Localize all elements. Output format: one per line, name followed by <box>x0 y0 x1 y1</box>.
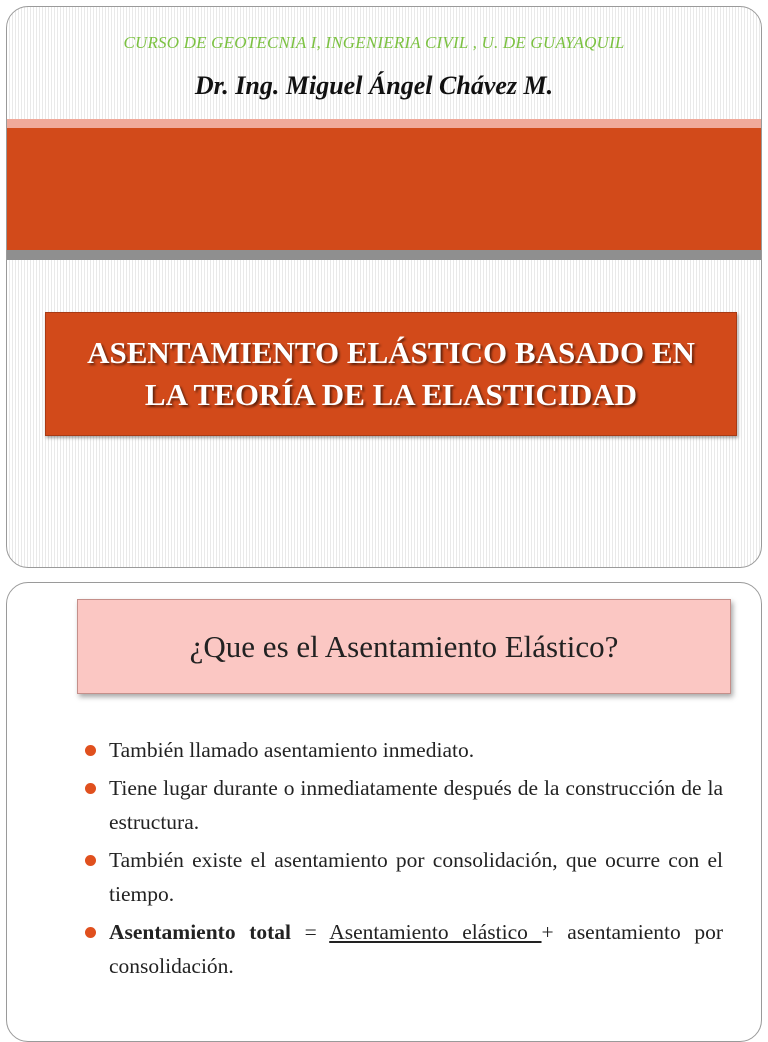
slide-title-box <box>45 312 737 436</box>
formula-equals: = <box>291 920 330 944</box>
formula-rest: + asentamiento por consolidación. <box>109 920 723 978</box>
bullet-text: También existe el asentamiento por consolidación, que ocurre con el tiempo. <box>109 848 723 906</box>
list-item <box>83 771 723 839</box>
decorative-band-grey <box>7 250 761 260</box>
bullet-text: También llamado asentamiento inmediato. <box>109 738 475 762</box>
author-name: Dr. Ing. Miguel Ángel Chávez M. <box>194 71 554 100</box>
course-header: CURSO DE GEOTECNIA I, INGENIERIA CIVIL , U. DE GUAYAQUIL <box>123 33 625 52</box>
formula-bold: Asentamiento total <box>109 920 292 944</box>
bullet-icon <box>85 855 96 866</box>
list-item <box>83 733 723 767</box>
decorative-band-light <box>7 119 761 128</box>
decorative-band-main <box>7 128 761 250</box>
slide-title-line-2: LA TEORÍA DE LA ELASTICIDAD <box>144 377 638 412</box>
list-item <box>83 843 723 911</box>
formula-underlined: Asentamiento elástico <box>329 920 542 944</box>
slide-title <box>77 332 705 416</box>
content-slide <box>6 582 762 1042</box>
bullet-icon <box>85 745 96 756</box>
question-heading: ¿Que es el Asentamiento Elástico? <box>189 628 619 664</box>
slide-title-line-1: ASENTAMIENTO ELÁSTICO BASADO EN <box>87 335 695 370</box>
bullet-list <box>83 733 723 987</box>
bullet-icon <box>85 927 96 938</box>
list-item <box>83 915 723 983</box>
bullet-text: Tiene lugar durante o inmediatamente después de la construcción de la estructura. <box>109 776 723 834</box>
question-box <box>77 599 731 694</box>
bullet-icon <box>85 783 96 794</box>
title-slide <box>6 6 762 568</box>
